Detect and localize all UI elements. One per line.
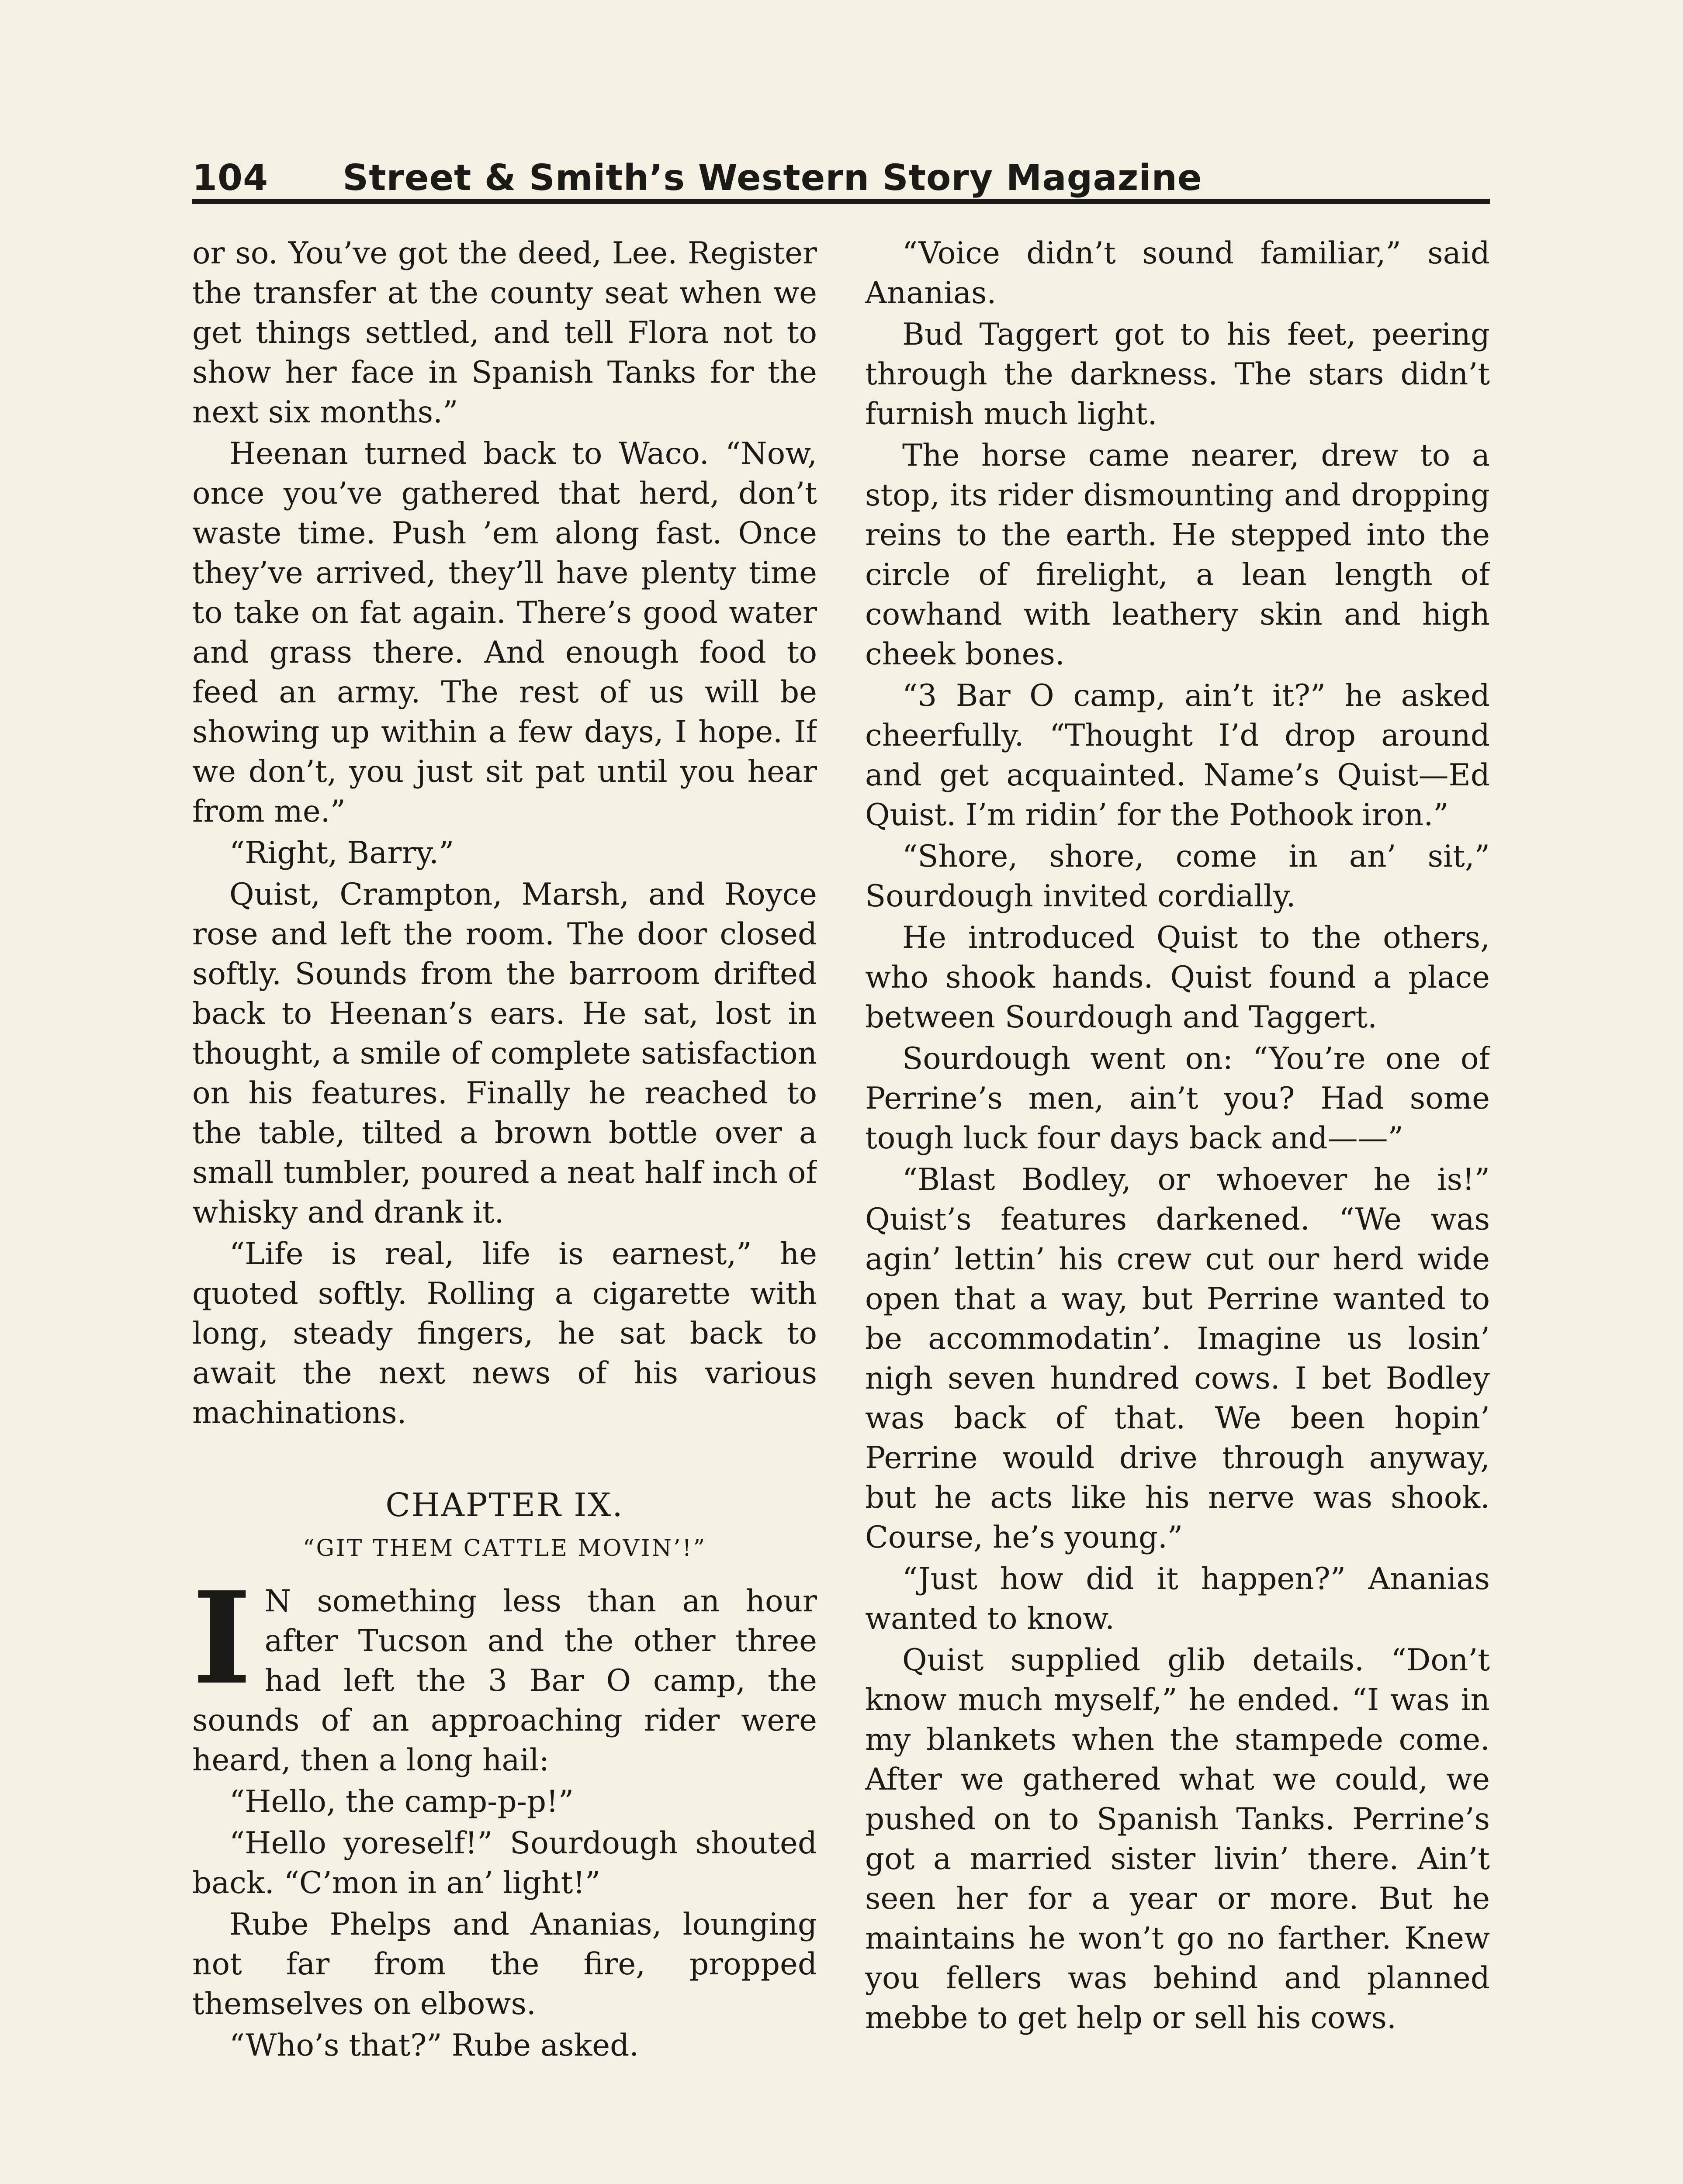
paragraph: The horse came nearer, drew to a stop, its rider dismounting and dropping reins to the earth. He stepped into the circle of firelight, a lean length of cowhand with leathery skin and high cheek bones. <box>865 438 1490 672</box>
paragraph: “Life is real, life is earnest,” he quoted softly. Rolling a cigarette with long, steady fingers, he sat back to await the next news of his various machinations. <box>192 1237 817 1431</box>
page-header <box>192 142 1490 199</box>
paragraph: “Hello yoreself!” Sourdough shouted back. “C’mon in an’ light!” <box>192 1826 817 1901</box>
chapter-opening-paragraph <box>192 1564 817 1780</box>
paragraph: “Right, Barry.” <box>229 836 454 871</box>
paragraph: “Blast Bodley, or whoever he is!” Quist’s features darkened. “We was agin’ lettin’ his crew cut our herd wide open that a way, but Perrine wanted to be accommodatin’. Imagine us losin’ nigh seven hundred cows. I bet Bodley was back of that. We been hopin’ Perrine would drive through anyway, but he acts like his nerve was shook. Course, he’s young.” <box>865 1162 1490 1555</box>
paragraph: Rube Phelps and Ananias, lounging not far from the fire, propped themselves on elbows. <box>192 1907 817 2022</box>
paragraph: He introduced Quist to the others, who shook hands. Quist found a place between Sourdough and Taggert. <box>865 920 1490 1035</box>
right-column <box>865 234 1490 2184</box>
paragraph: Bud Taggert got to his feet, peering through the darkness. The stars didn’t furnish much light. <box>865 317 1490 432</box>
paragraph: Quist supplied glib details. “Don’t know much myself,” he ended. “I was in my blankets when the stampede come. After we gathered what we could, we pushed on to Spanish Tanks. Perrine’s got a married sister livin’ there. Ain’t seen her for a year or more. But he maintains he won’t go no farther. Knew you fellers was behind and planned mebbe to get help or sell his cows. <box>865 1643 1490 2035</box>
paragraph: Quist, Crampton, Marsh, and Royce rose and left the room. The door closed softly. Sounds from the barroom drifted back to Heenan’s ears. He sat, lost in thought, a smile of complete satisfaction on his features. Finally he reached to the table, tilted a brown bottle over a small tumbler, poured a neat half inch of whisky and drank it. <box>192 877 817 1230</box>
paragraph: “Just how did it happen?” Ananias wanted to know. <box>865 1562 1490 1636</box>
chapter-heading: CHAPTER IX. <box>385 1486 624 1524</box>
paragraph: or so. You’ve got the deed, Lee. Register the transfer at the county seat when we get things settled, and tell Flora not to show her face in Spanish Tanks for the next six months.” <box>192 236 817 430</box>
chapter-subtitle: “GIT THEM CATTLE MOVIN’!” <box>302 1535 707 1562</box>
paragraph: “Who’s that?” Rube asked. <box>229 2028 639 2063</box>
paragraph: “Voice didn’t sound familiar,” said Ananias. <box>865 236 1490 311</box>
drop-cap: I <box>192 1564 252 1713</box>
paragraph: Sourdough went on: “You’re one of Perrine’s men, ain’t you? Had some tough luck four days back and——” <box>865 1041 1490 1156</box>
chapter-opening-text: N something less than an hour after Tucson and the other three had left the 3 Bar O camp, the sounds of an approaching rider were heard, then a long hail: <box>192 1584 817 1778</box>
magazine-title: Street & Smith’s Western Story Magazine <box>343 157 1202 199</box>
header-rule <box>192 199 1490 204</box>
paragraph: “Hello, the camp-p-p!” <box>229 1784 574 1819</box>
paragraph: Heenan turned back to Waco. “Now, once you’ve gathered that herd, don’t waste time. Push ’em along fast. Once they’ve arrived, they’ll have plenty time to take on fat again. There’s good water and grass there. And enough food to feed an army. The rest of us will be showing up within a few days, I hope. If we don’t, you just sit pat until you hear from me.” <box>192 436 817 829</box>
left-column <box>192 234 817 2184</box>
paragraph: “Shore, shore, come in an’ sit,” Sourdough invited cordially. <box>865 839 1490 914</box>
page-number: 104 <box>192 157 269 199</box>
paragraph: “3 Bar O camp, ain’t it?” he asked cheerfully. “Thought I’d drop around and get acquainted. Name’s Quist—Ed Quist. I’m ridin’ for the Pothook iron.” <box>865 678 1490 833</box>
